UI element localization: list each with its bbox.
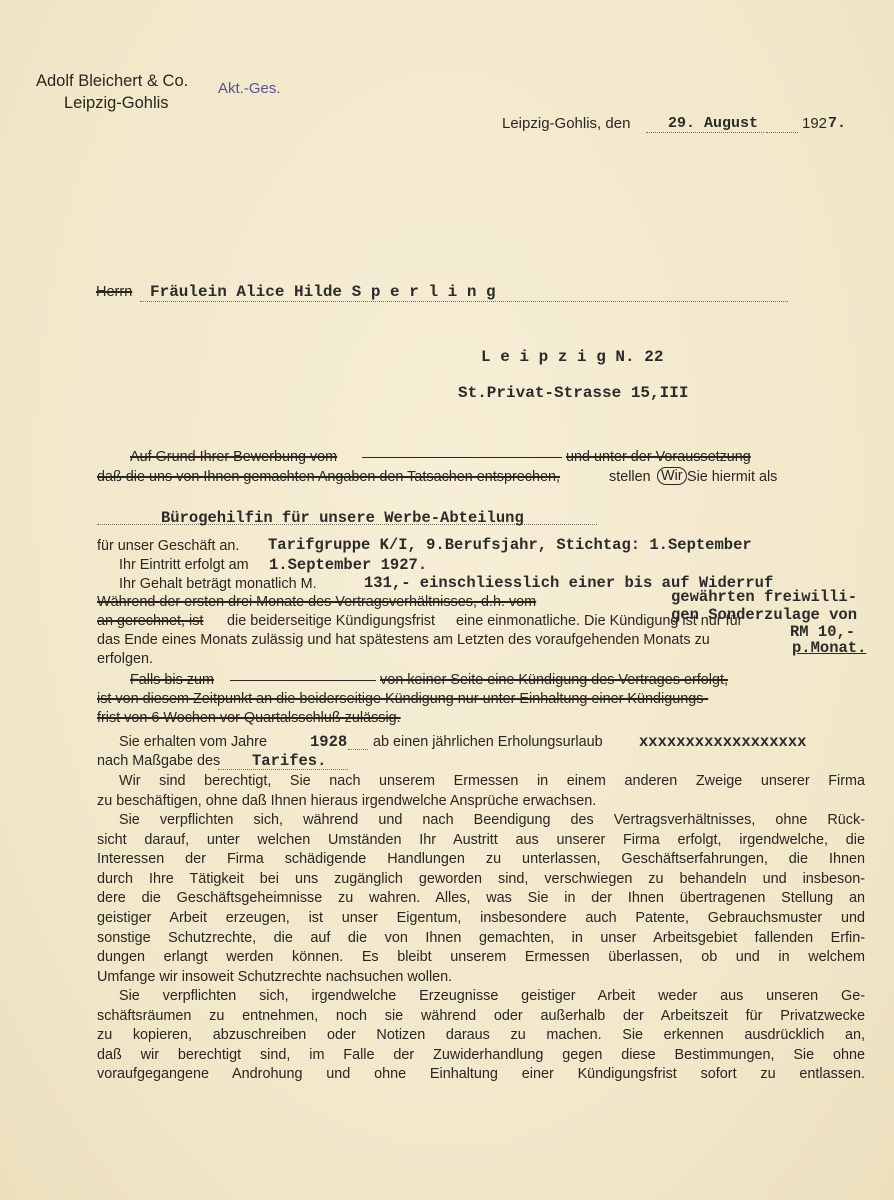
company-city: Leipzig-Gohlis bbox=[64, 94, 169, 112]
per-month: p.Monat. bbox=[792, 639, 867, 657]
salary-continuation-2: gen Sonderzulage von bbox=[671, 606, 858, 624]
copies-line: Sie verpflichten sich, irgendwelche Erzeugnisse geistiger Arbeit weder aus unseren Ge- bbox=[119, 988, 865, 1004]
paragraph-employment bbox=[97, 772, 865, 811]
recipient-name: Fräulein Alice Hilde S p e r l i n g bbox=[150, 283, 496, 301]
employer-pronoun-circled: Wir bbox=[657, 467, 687, 485]
struck-condition-phrase: und unter der Voraussetzung bbox=[566, 449, 751, 465]
allowance-amount: RM 10,- bbox=[790, 623, 856, 641]
entry-label: Ihr Eintritt erfolgt am bbox=[119, 557, 249, 573]
recipient-city: L e i p z i g N. 22 bbox=[481, 348, 664, 366]
obligations-line: sonstige Schutzrechte, die auf die von Ihnen gemachten, in unser Arbeitsgebiet fallenden Erfin- bbox=[97, 929, 865, 946]
struck-six-weeks: frist von 6 Wochen vor Quartalsschluß zulässig. bbox=[97, 710, 401, 726]
paragraph-obligations bbox=[97, 811, 865, 987]
obligations-line: geistiger Arbeit erzeugen, ist unser Eigentum, insbesondere auch Patente, Gebrauchsmuster und bbox=[97, 909, 865, 926]
salary-label: Ihr Gehalt beträgt monatlich M. bbox=[119, 576, 317, 592]
struck-application-phrase: Auf Grund Ihrer Bewerbung vom bbox=[130, 449, 338, 465]
date-day-month: 29. August bbox=[668, 115, 759, 132]
vacation-year: 1928 bbox=[310, 733, 348, 751]
struck-computed: an gerechnet, ist bbox=[97, 613, 204, 629]
copies-line: daß wir berechtigt sind, im Falle der Zuwiderhandlung gegen diese Bestimmungen, Sie ohne bbox=[97, 1046, 865, 1063]
notice-period-b: eine einmonatliche. Die Kündigung ist nur für bbox=[456, 613, 743, 629]
tariff-group: Tarifgruppe K/I, 9.Berufsjahr, Stichtag: 1.September bbox=[268, 536, 752, 554]
vacation-label: Sie erhalten vom Jahre bbox=[119, 734, 267, 750]
obligations-line: durch Ihre Tätigkeit bei uns zugänglich geworden sind, verschwiegen zu behandeln und insbeson- bbox=[97, 870, 865, 887]
obligations-line: dungen erlangt werden können. Es bleibt unserem Ermessen überlassen, ob und in welchem bbox=[97, 949, 865, 966]
employment-verb: stellen bbox=[609, 469, 651, 485]
notice-line-3: erfolgen. bbox=[97, 651, 154, 667]
vacation-year-dots bbox=[348, 736, 368, 750]
position-title: Bürogehilfin für unsere Werbe-Abteilung bbox=[161, 509, 524, 527]
copies-line: zu kopieren, abzuschreiben oder Notizen daraus zu machen. Sie erkennen ausdrücklich an, bbox=[97, 1027, 865, 1044]
struck-from-date: ist von diesem Zeitpunkt an die beiderseitige Kündigung nur unter Einhaltung einer Kündigungs- bbox=[97, 691, 709, 707]
company-stamp: Akt.-Ges. bbox=[218, 80, 281, 97]
salutation-struck: Herrn bbox=[96, 284, 133, 300]
date-year-dots bbox=[766, 117, 798, 133]
notice-line-2: das Ende eines Monats zulässig und hat spätestens am Letzten des voraufgehenden Monats zu bbox=[97, 632, 710, 648]
salary-continuation-1: gewährten freiwilli- bbox=[671, 588, 858, 606]
employment-verb-cont: Sie hiermit als bbox=[687, 469, 778, 485]
obligations-line: Sie verpflichten sich, während und nach Beendigung des Vertragsverhältnisses, ohne Rück- bbox=[119, 812, 865, 828]
struck-facts-phrase: daß die uns von Ihnen gemachten Angaben den Tatsachen entsprechen, bbox=[97, 469, 560, 485]
struck-until-phrase: Falls bis zum bbox=[130, 672, 214, 688]
employment-line: Wir sind berechtigt, Sie nach unserem Ermessen in einem anderen Zweige unserer Firma bbox=[119, 773, 865, 789]
obligations-line: Interessen der Firma schädigende Handlungen zu unterlassen, Geschäftserfahrungen, die Ihnen bbox=[97, 851, 865, 868]
paragraph-copies bbox=[97, 987, 865, 1085]
vacation-tariff: Tarifes. bbox=[252, 752, 327, 770]
employment-line: zu beschäftigen, ohne daß Ihnen hieraus irgendwelche Ansprüche erwachsen. bbox=[97, 792, 597, 809]
date-year-prefix: 192 bbox=[802, 115, 828, 132]
vacation-label-b: ab einen jährlichen Erholungsurlaub bbox=[373, 734, 603, 750]
salary-value: 131,- einschliesslich einer bis auf Widerruf bbox=[364, 574, 774, 592]
struck-application-blank bbox=[362, 457, 562, 458]
date-prefix: Leipzig-Gohlis, den bbox=[502, 115, 631, 132]
vacation-days-xed: xxxxxxxxxxxxxxxxxx bbox=[639, 733, 807, 751]
obligations-line: dere die Geschäftsgeheimnisse zu wahren. Alles, was Sie in der Ihnen übertragenen Stellung an bbox=[97, 890, 865, 907]
entry-date: 1.September 1927. bbox=[269, 556, 428, 574]
company-name: Adolf Bleichert & Co. bbox=[36, 72, 189, 90]
obligations-line: sicht darauf, unter welchen Umständen Ihr Austritt aus unserer Firma erfolgt, irgendwelche, die bbox=[97, 831, 865, 848]
struck-no-notice: von keiner Seite eine Kündigung des Vertrages erfolgt, bbox=[380, 672, 729, 688]
struck-first-months: Während der ersten drei Monate des Vertragsverhältnisses, d.h. vom bbox=[97, 594, 537, 610]
recipient-street: St.Privat-Strasse 15,III bbox=[458, 384, 689, 402]
copies-line: voraufgegangene Androhung und ohne Einhaltung einer Kündigungsfrist sofort zu entlassen. bbox=[97, 1066, 865, 1083]
notice-period-a: die beiderseitige Kündigungsfrist bbox=[227, 613, 435, 629]
for-business-label: für unser Geschäft an. bbox=[97, 538, 240, 554]
obligations-line: Umfange wir insoweit Schutzrechte nachsuchen wollen. bbox=[97, 968, 453, 985]
date-year-suffix: 7. bbox=[828, 115, 847, 132]
struck-until-blank bbox=[230, 680, 376, 681]
vacation-label-c: nach Maßgabe des bbox=[97, 753, 221, 769]
copies-line: schäftsräumen zu entnehmen, noch sie während oder außerhalb der Arbeitszeit für Privatzwecke bbox=[97, 1007, 865, 1024]
